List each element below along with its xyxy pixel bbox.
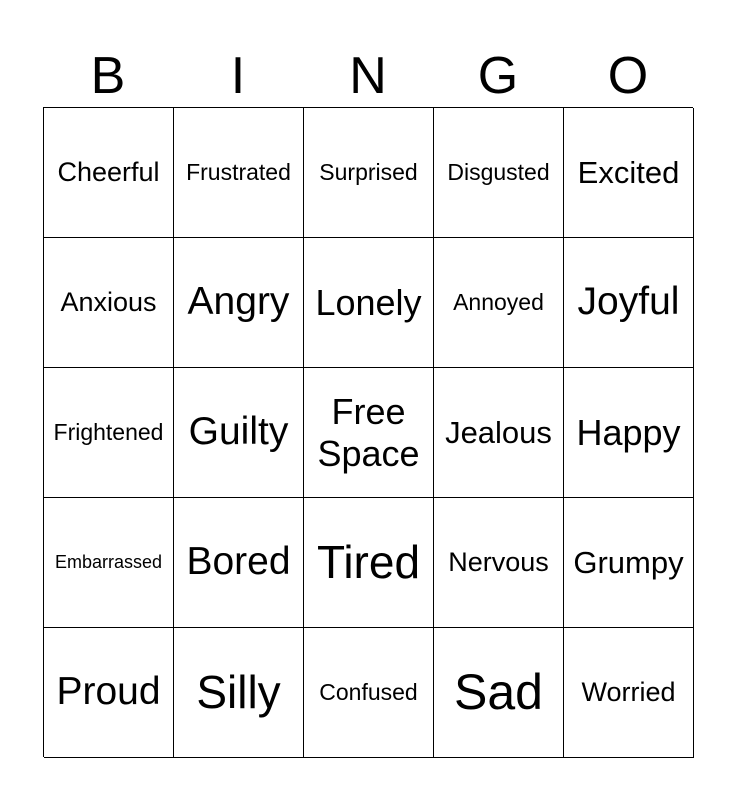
bingo-cell[interactable] <box>434 368 564 498</box>
cell-label: Anxious <box>60 286 157 317</box>
cell-label: Guilty <box>188 410 289 454</box>
cell-label: Excited <box>577 154 680 190</box>
bingo-cell[interactable] <box>564 368 694 498</box>
bingo-cell[interactable] <box>304 628 434 758</box>
bingo-cell[interactable] <box>564 498 694 628</box>
bingo-cell[interactable] <box>174 368 304 498</box>
cell-label: Proud <box>56 670 161 714</box>
header-letter-n: N <box>349 47 387 105</box>
bingo-cell[interactable] <box>304 238 434 368</box>
cell-label: Silly <box>196 666 281 719</box>
cell-label: Nervous <box>448 546 549 577</box>
cell-label: Confused <box>319 679 418 706</box>
cell-label: Worried <box>581 676 676 707</box>
header-letter-b: B <box>90 47 126 105</box>
bingo-cell[interactable] <box>44 238 174 368</box>
free-space-label: Free Space <box>317 391 420 474</box>
free-space-cell[interactable] <box>304 368 434 498</box>
cell-label: Cheerful <box>57 156 160 187</box>
cell-label: Joyful <box>577 280 680 324</box>
bingo-cell[interactable] <box>174 628 304 758</box>
cell-label: Frightened <box>53 419 164 446</box>
cell-label: Annoyed <box>453 289 544 316</box>
bingo-cell[interactable] <box>434 108 564 238</box>
bingo-cell[interactable] <box>564 108 694 238</box>
bingo-cell[interactable] <box>174 108 304 238</box>
cell-label: Surprised <box>319 159 418 186</box>
bingo-cell[interactable] <box>44 628 174 758</box>
bingo-cell[interactable] <box>174 498 304 628</box>
cell-label: Embarrassed <box>54 552 163 573</box>
bingo-cell[interactable] <box>44 108 174 238</box>
header-letter-g: G <box>477 47 519 105</box>
bingo-board <box>43 107 693 757</box>
cell-label: Tired <box>316 536 421 589</box>
bingo-cell[interactable] <box>564 628 694 758</box>
cell-label: Bored <box>186 540 291 584</box>
bingo-cell[interactable] <box>434 238 564 368</box>
cell-label: Frustrated <box>186 159 291 186</box>
bingo-header <box>43 46 693 106</box>
bingo-cell[interactable] <box>564 238 694 368</box>
header-letter-o: O <box>607 47 649 105</box>
cell-label: Happy <box>576 411 681 453</box>
cell-label: Lonely <box>315 281 422 323</box>
cell-label: Disgusted <box>447 159 550 186</box>
bingo-cell[interactable] <box>434 628 564 758</box>
bingo-cell[interactable] <box>304 498 434 628</box>
cell-label: Jealous <box>445 414 552 450</box>
cell-label: Sad <box>454 663 543 720</box>
bingo-cell[interactable] <box>174 238 304 368</box>
cell-label: Angry <box>187 280 290 324</box>
cell-label: Grumpy <box>573 544 684 580</box>
bingo-cell[interactable] <box>44 498 174 628</box>
header-letter-i: I <box>230 47 246 105</box>
bingo-cell[interactable] <box>44 368 174 498</box>
bingo-cell[interactable] <box>304 108 434 238</box>
bingo-cell[interactable] <box>434 498 564 628</box>
